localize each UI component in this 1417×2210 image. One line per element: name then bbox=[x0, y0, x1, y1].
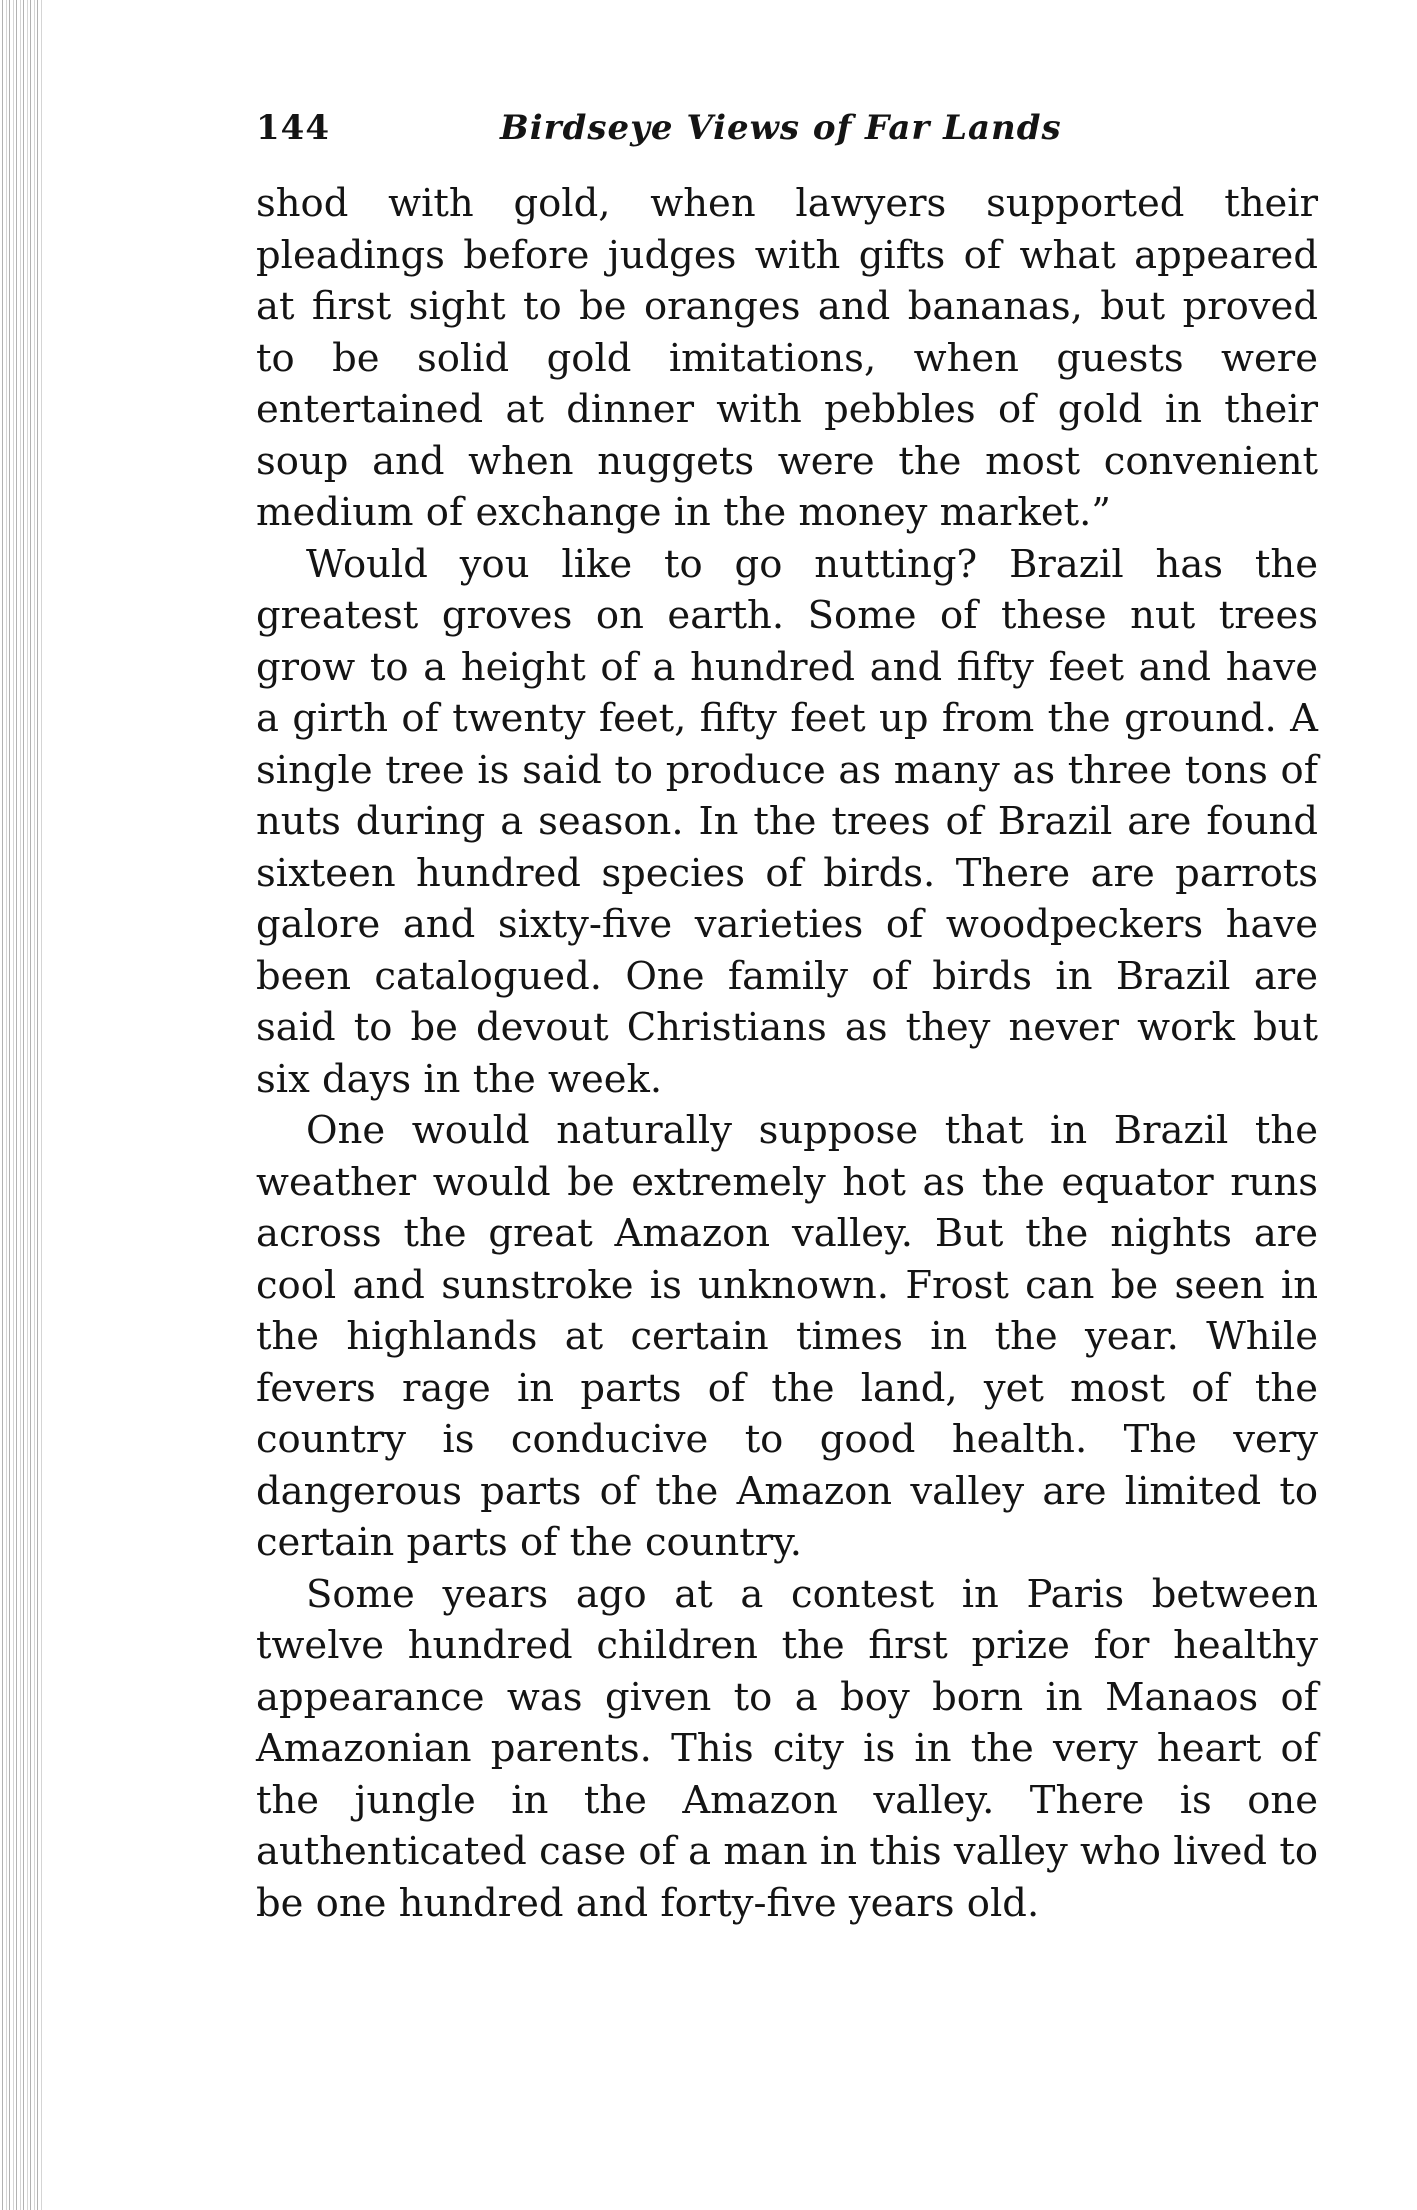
body-text bbox=[256, 178, 1318, 1929]
page-header bbox=[256, 108, 1318, 164]
running-head: Birdseye Views of Far Lands bbox=[500, 108, 1062, 148]
paragraph-nutting: Would you like to go nutting? Brazil has the greatest groves on earth. Some of these nut trees grow to a height of a hundred and fifty feet and have a girth of twenty feet, fifty feet up from the ground. A single tree is said to produce as many as three tons of nuts during a season. In the trees of Brazil are found sixteen hundred species of birds. There are parrots galore and sixty-five varieties of woodpeckers have been catalogued. One family of birds in Brazil are said to be devout Christians as they never work but six days in the week. bbox=[256, 541, 1318, 1102]
paragraph-weather: One would naturally suppose that in Brazil the weather would be extremely hot as the equator runs across the great Amazon valley. But the nights are cool and sunstroke is unknown. Frost can be seen in the highlands at certain times in the year. While fevers rage in parts of the land, yet most of the country is conducive to good health. The very dangerous parts of the Amazon valley are limited to certain parts of the country. bbox=[256, 1108, 1318, 1565]
book-binding-edge bbox=[0, 0, 44, 2210]
paragraph-health: Some years ago at a contest in Paris between twelve hundred children the first prize for healthy appearance was given to a boy born in Manaos of Amazonian parents. This city is in the very heart of the jungle in the Amazon valley. There is one authenticated case of a man in this valley who lived to be one hundred and forty-five years old. bbox=[256, 1571, 1318, 1926]
page-number: 144 bbox=[256, 108, 330, 148]
book-page bbox=[256, 108, 1318, 1929]
paragraph-continuation: shod with gold, when lawyers supported their pleadings before judges with gifts of what appeared at first sight to be oranges and bananas, but proved to be solid gold imitations, when guests were entertained at dinner with pebbles of gold in their soup and when nuggets were the most convenient medium of exchange in the money market.” bbox=[256, 181, 1318, 535]
